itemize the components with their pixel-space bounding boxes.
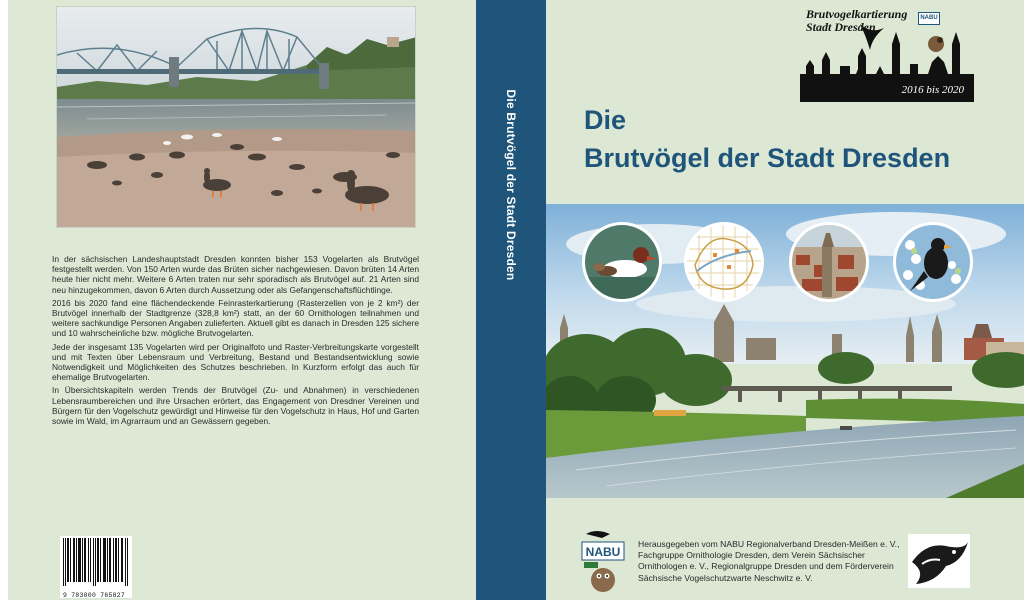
- front-cover-photo: [546, 204, 1024, 498]
- back-cover: [8, 0, 476, 600]
- book-spine: [476, 0, 546, 600]
- blurb-paragraph: In der sächsischen Landeshauptstadt Dresden konnten bisher 153 Vogelarten als Brutvögel festgestellt werden. Von 150 Arten wurde das Brüten sicher nachgewiesen. Davon brüten 14 Arten heute hier nicht mehr. Weitere 6 Arten traten nur sehr sporadisch als Brutvögel auf. 21 Arten sind neu hinzugekommen, davon 6 Arten durch Aussetzung oder als Gefangenschaftsflüchtlinge.: [52, 254, 419, 295]
- blurb-paragraph: In Übersichtskapiteln werden Trends der Brutvögel (Zu- und Abnahmen) in verschiedenen Lebensraumbereichen und ihre Ursachen erörtert, das Engagement von Dresdner Vereinen und Bürgern für den Vogelschutz gewürdigt und Hinweise für den Vogelschutz in Haus, Hof und Garten sowie im Wald, im Agrarraum und an Gewässern gegeben.: [52, 385, 419, 427]
- circle-city-aerial: [789, 222, 869, 302]
- back-cover-blurb: [52, 254, 419, 429]
- publisher-credits: Herausgegeben vom NABU Regionalverband Dresden-Meißen e. V., Fachgruppe Ornithologie Dresden, dem Verein Sächsischer Ornithologen e. V., Regionalgruppe Dresden und dem Förderverein Sächsische Vogelschutzwarte Neschwitz e. V.: [638, 539, 900, 583]
- grid-map-icon: [687, 225, 761, 299]
- back-cover-photo: [56, 6, 416, 228]
- blackbird-icon: [896, 225, 970, 299]
- spine-title: Die Brutvögel der Stadt Dresden: [504, 89, 518, 281]
- svg-text:NABU: NABU: [585, 545, 621, 559]
- book-title: [584, 101, 950, 177]
- blurb-paragraph: Jede der insgesamt 135 Vogelarten wird per Originalfoto und Raster-Verbreitungskarte vorgestellt und mit Texten über Lebensraum und Verbreitung, Bestand und Bestandsentwicklung sowie Notwendigkeit und Möglichkeiten des Schutzes beschrieben. In Kurzform erfolgt das auch für ehemalige Brutvogelarten.: [52, 341, 419, 383]
- survey-years: 2016 bis 2020: [901, 84, 964, 96]
- survey-title-line1: Brutvogelkartierung: [806, 7, 908, 21]
- page-edge: [0, 0, 8, 600]
- nabu-logo: [580, 528, 626, 594]
- bridge-river-geese-image: [57, 7, 416, 228]
- nabu-mini-logo: NABU: [918, 12, 940, 25]
- nabu-stork-icon: [580, 528, 626, 594]
- isbn-number: 9 783000 765827: [63, 592, 126, 599]
- survey-logo: [800, 4, 974, 102]
- survey-title-line2: Stadt Dresden: [806, 20, 876, 34]
- barcode-bars: [63, 538, 129, 586]
- circle-distribution-map: [684, 222, 764, 302]
- bird-silhouette-sketch-icon: [906, 532, 972, 590]
- book-title-line1: Die: [584, 105, 627, 135]
- survey-title: [806, 8, 907, 34]
- circle-goosander-photo: [582, 222, 662, 302]
- goosander-icon: [585, 225, 659, 299]
- publisher-footer: [580, 526, 1016, 598]
- circle-blackbird-photo: [893, 222, 973, 302]
- blurb-paragraph: 2016 bis 2020 fand eine flächendeckende Feinrasterkartierung (Rasterzellen von je 2 km²) der Brutvögel innerhalb der Stadtgrenze (328,8 km²) statt, an der 60 Ornithologen teilnahmen und weitere sachkundige Personen Angaben zulieferten. Aktuell gibt es danach in Dresden 125 sichere und 10 wahrscheinliche bzw. mögliche Brutvogelarten.: [52, 297, 419, 339]
- book-title-line2: Brutvögel der Stadt Dresden: [584, 143, 951, 173]
- isbn-barcode: [60, 536, 132, 598]
- city-aerial-icon: [792, 225, 866, 299]
- front-cover: [546, 0, 1024, 600]
